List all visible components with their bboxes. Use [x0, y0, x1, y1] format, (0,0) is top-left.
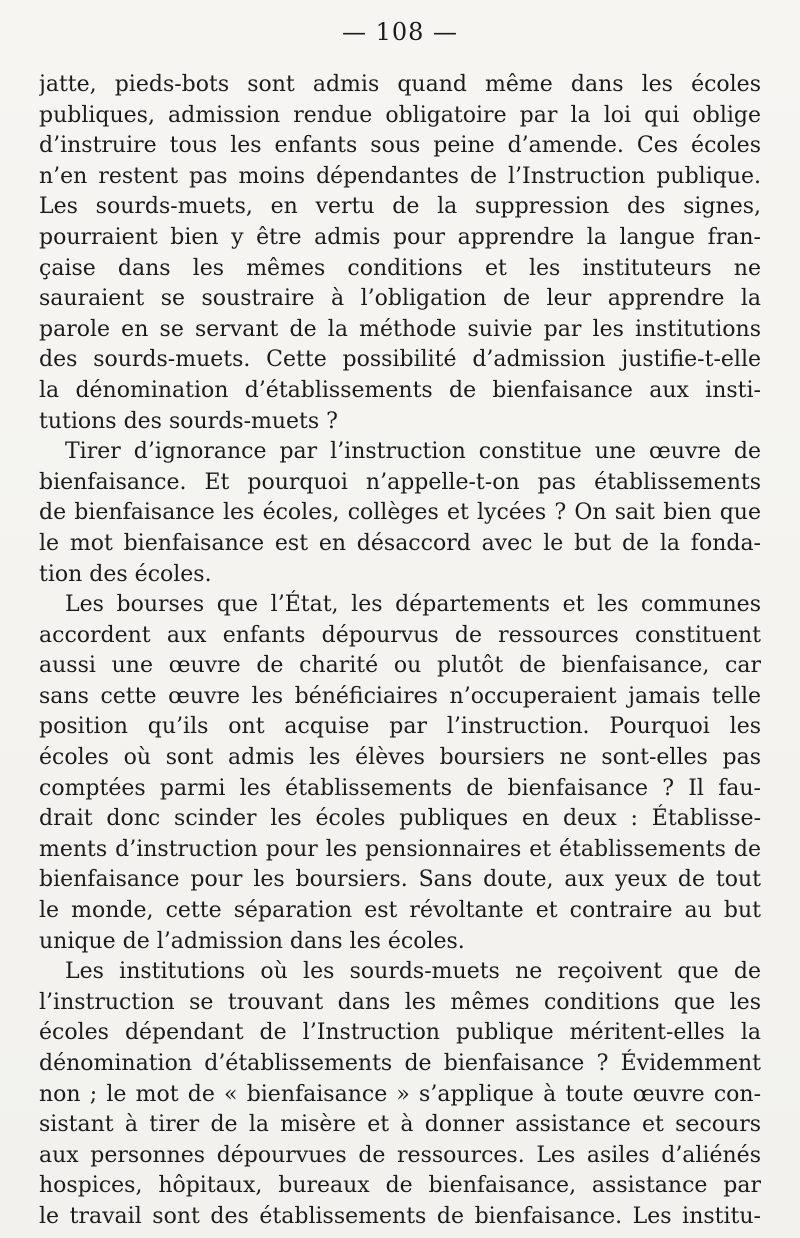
- text-line: Les sourds-muets, en vertu de la suppression des signes,: [39, 194, 761, 220]
- text-line: écoles où sont admis les élèves boursiers ne sont-elles pas: [39, 745, 761, 771]
- text-line: drait donc scinder les écoles publiques en deux : Établisse-: [39, 806, 761, 832]
- text-line: Tirer d’ignorance par l’instruction constitue une œuvre de: [65, 439, 761, 465]
- text-line: non ; le mot de « bienfaisance » s’applique à toute œuvre con-: [39, 1081, 761, 1107]
- text-line: aussi une œuvre de charité ou plutôt de bienfaisance, car: [39, 653, 761, 679]
- text-line: aux personnes dépourvues de ressources. Les asiles d’aliénés: [39, 1142, 761, 1168]
- text-line: d’instruire tous les enfants sous peine d’amende. Ces écoles: [39, 133, 761, 159]
- text-line: Les institutions où les sourds-muets ne reçoivent que de: [65, 959, 761, 985]
- text-line: Les bourses que l’État, les départements et les communes: [65, 592, 761, 618]
- text-line: bienfaisance. Et pourquoi n’appelle-t-on pas établissements: [39, 469, 761, 495]
- text-line: le mot bienfaisance est en désaccord avec le but de la fonda-: [39, 530, 761, 556]
- text-line: sans cette œuvre les bénéficiaires n’occuperaient jamais telle: [39, 683, 761, 709]
- body-text: [39, 70, 761, 1233]
- text-line: bienfaisance pour les boursiers. Sans doute, aux yeux de tout: [39, 867, 761, 893]
- text-line: comptées parmi les établissements de bienfaisance ? Il fau-: [39, 775, 761, 801]
- text-line: le travail sont des établissements de bienfaisance. Les institu-: [39, 1203, 761, 1229]
- text-line: la dénomination d’établissements de bienfaisance aux insti-: [39, 377, 761, 403]
- text-line: n’en restent pas moins dépendantes de l’Instruction publique.: [39, 163, 761, 189]
- text-line: hospices, hôpitaux, bureaux de bienfaisance, assistance par: [39, 1173, 761, 1199]
- text-line: sistant à tirer de la misère et à donner assistance et secours: [39, 1112, 761, 1138]
- text-line: tion des écoles.: [39, 561, 212, 587]
- text-line: unique de l’admission dans les écoles.: [39, 928, 465, 954]
- text-line: çaise dans les mêmes conditions et les instituteurs ne: [39, 255, 761, 281]
- text-line: pourraient bien y être admis pour apprendre la langue fran-: [39, 224, 761, 250]
- text-line: l’instruction se trouvant dans les mêmes conditions que les: [39, 989, 761, 1015]
- text-line: jatte, pieds-bots sont admis quand même dans les écoles: [39, 72, 761, 97]
- text-line: parole en se servant de la méthode suivie par les institutions: [39, 316, 761, 342]
- page-number: — 108 —: [341, 18, 459, 46]
- text-line: dénomination d’établissements de bienfaisance ? Évidemment: [39, 1051, 761, 1076]
- text-line: des sourds-muets. Cette possibilité d’admission justifie-t-elle: [39, 347, 761, 373]
- text-line: écoles dépendant de l’Instruction publique méritent-elles la: [39, 1020, 761, 1046]
- text-line: de bienfaisance les écoles, collèges et lycées ? On sait bien que: [39, 500, 761, 526]
- text-line: sauraient se soustraire à l’obligation de leur apprendre la: [39, 286, 761, 312]
- text-line: publiques, admission rendue obligatoire par la loi qui oblige: [39, 102, 761, 128]
- text-line: ments d’instruction pour les pensionnaires et établissements de: [39, 836, 761, 862]
- text-line: position qu’ils ont acquise par l’instruction. Pourquoi les: [39, 714, 761, 740]
- text-line: tutions des sourds-muets ?: [39, 408, 338, 434]
- text-line: le monde, cette séparation est révoltante et contraire au but: [39, 898, 761, 924]
- text-line: accordent aux enfants dépourvus de ressources constituent: [39, 622, 761, 648]
